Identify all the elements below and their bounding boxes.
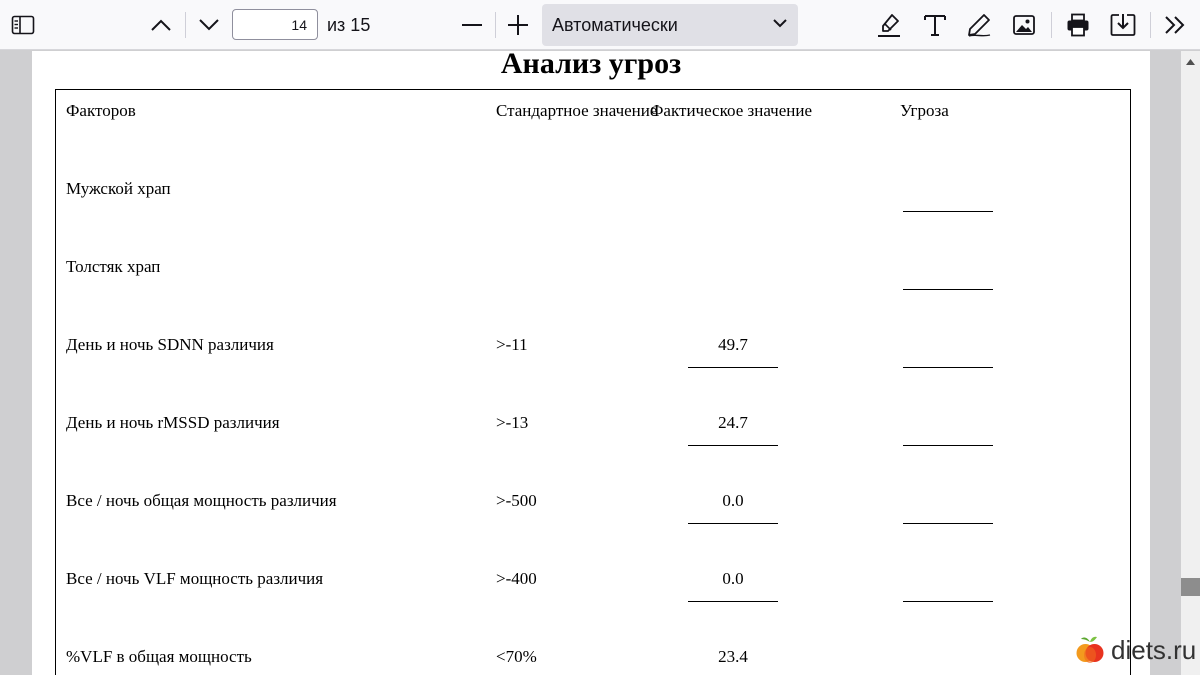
chevron-down-icon <box>772 17 788 29</box>
row-factor: Все / ночь VLF мощность различия <box>66 569 324 588</box>
row-factor: %VLF в общая мощность <box>66 647 252 666</box>
toolbar-separator <box>185 12 186 38</box>
add-image-button[interactable] <box>1009 10 1039 40</box>
row-standard: >-400 <box>496 569 537 588</box>
header-threat: Угроза <box>900 101 949 120</box>
threat-field-underline <box>903 445 993 446</box>
actual-value-underline <box>688 601 778 602</box>
minus-icon <box>461 23 483 27</box>
document-title: Анализ угроз <box>500 51 682 80</box>
row-factor: Мужской храп <box>66 179 171 198</box>
row-factor: День и ночь rMSSD различия <box>66 413 280 432</box>
threat-field-underline <box>903 601 993 602</box>
threat-field-underline <box>903 367 993 368</box>
chevron-down-icon <box>198 18 220 32</box>
scroll-up-icon[interactable] <box>1186 59 1195 65</box>
watermark-text: diets.ru <box>1111 634 1197 665</box>
highlight-icon <box>876 12 902 38</box>
draw-button[interactable] <box>964 10 994 40</box>
row-standard: >-13 <box>496 413 529 432</box>
row-standard: >-500 <box>496 491 537 510</box>
next-page-button[interactable] <box>194 11 224 39</box>
highlight-button[interactable] <box>874 10 904 40</box>
scrollbar-thumb[interactable] <box>1181 578 1200 596</box>
add-text-button[interactable] <box>920 10 950 40</box>
zoom-in-button[interactable] <box>503 11 533 39</box>
text-icon <box>923 13 947 37</box>
row-actual: 0.0 <box>722 491 744 510</box>
row-actual: 0.0 <box>722 569 744 588</box>
more-tools-button[interactable] <box>1160 10 1190 40</box>
document-viewer[interactable] <box>0 51 1200 675</box>
sidebar-icon <box>11 15 35 35</box>
print-button[interactable] <box>1063 10 1093 40</box>
row-actual: 23.4 <box>718 647 748 666</box>
vertical-scrollbar[interactable] <box>1181 51 1200 675</box>
zoom-select[interactable] <box>542 4 798 46</box>
save-button[interactable] <box>1108 10 1138 40</box>
plus-icon <box>507 14 529 36</box>
threat-field-underline <box>903 289 993 290</box>
previous-page-button[interactable] <box>146 11 176 39</box>
threat-field-underline <box>903 523 993 524</box>
site-watermark <box>1075 634 1196 666</box>
pdf-page <box>32 51 1150 675</box>
chevron-up-icon <box>150 18 172 32</box>
toolbar-separator <box>1051 12 1052 38</box>
draw-icon <box>966 12 992 38</box>
actual-value-underline <box>688 445 778 446</box>
page-count-label: из 15 <box>327 15 371 35</box>
header-actual: Фактическое значение <box>650 101 813 120</box>
actual-value-underline <box>688 523 778 524</box>
more-tools-icon <box>1163 15 1187 35</box>
zoom-select-value: Автоматически <box>552 14 678 35</box>
save-icon <box>1110 13 1136 37</box>
image-icon <box>1013 15 1035 35</box>
row-standard: <70% <box>496 647 537 666</box>
header-standard: Стандартное значение <box>496 101 658 120</box>
zoom-out-button[interactable] <box>457 11 487 39</box>
pdf-toolbar <box>0 0 1200 50</box>
actual-value-underline <box>688 367 778 368</box>
row-actual: 49.7 <box>718 335 748 354</box>
page-number-input[interactable] <box>232 9 318 40</box>
row-standard: >-11 <box>496 335 528 354</box>
threat-field-underline <box>903 211 993 212</box>
row-factor: Все / ночь общая мощность различия <box>66 491 337 510</box>
row-factor: Толстяк храп <box>66 257 161 276</box>
header-factors: Факторов <box>66 101 136 120</box>
row-factor: День и ночь SDNN различия <box>66 335 274 354</box>
sidebar-toggle-button[interactable] <box>8 11 38 39</box>
toolbar-separator <box>1150 12 1151 38</box>
row-actual: 24.7 <box>718 413 748 432</box>
print-icon <box>1066 13 1090 37</box>
toolbar-separator <box>495 12 496 38</box>
apple-logo-icon <box>1075 634 1105 666</box>
